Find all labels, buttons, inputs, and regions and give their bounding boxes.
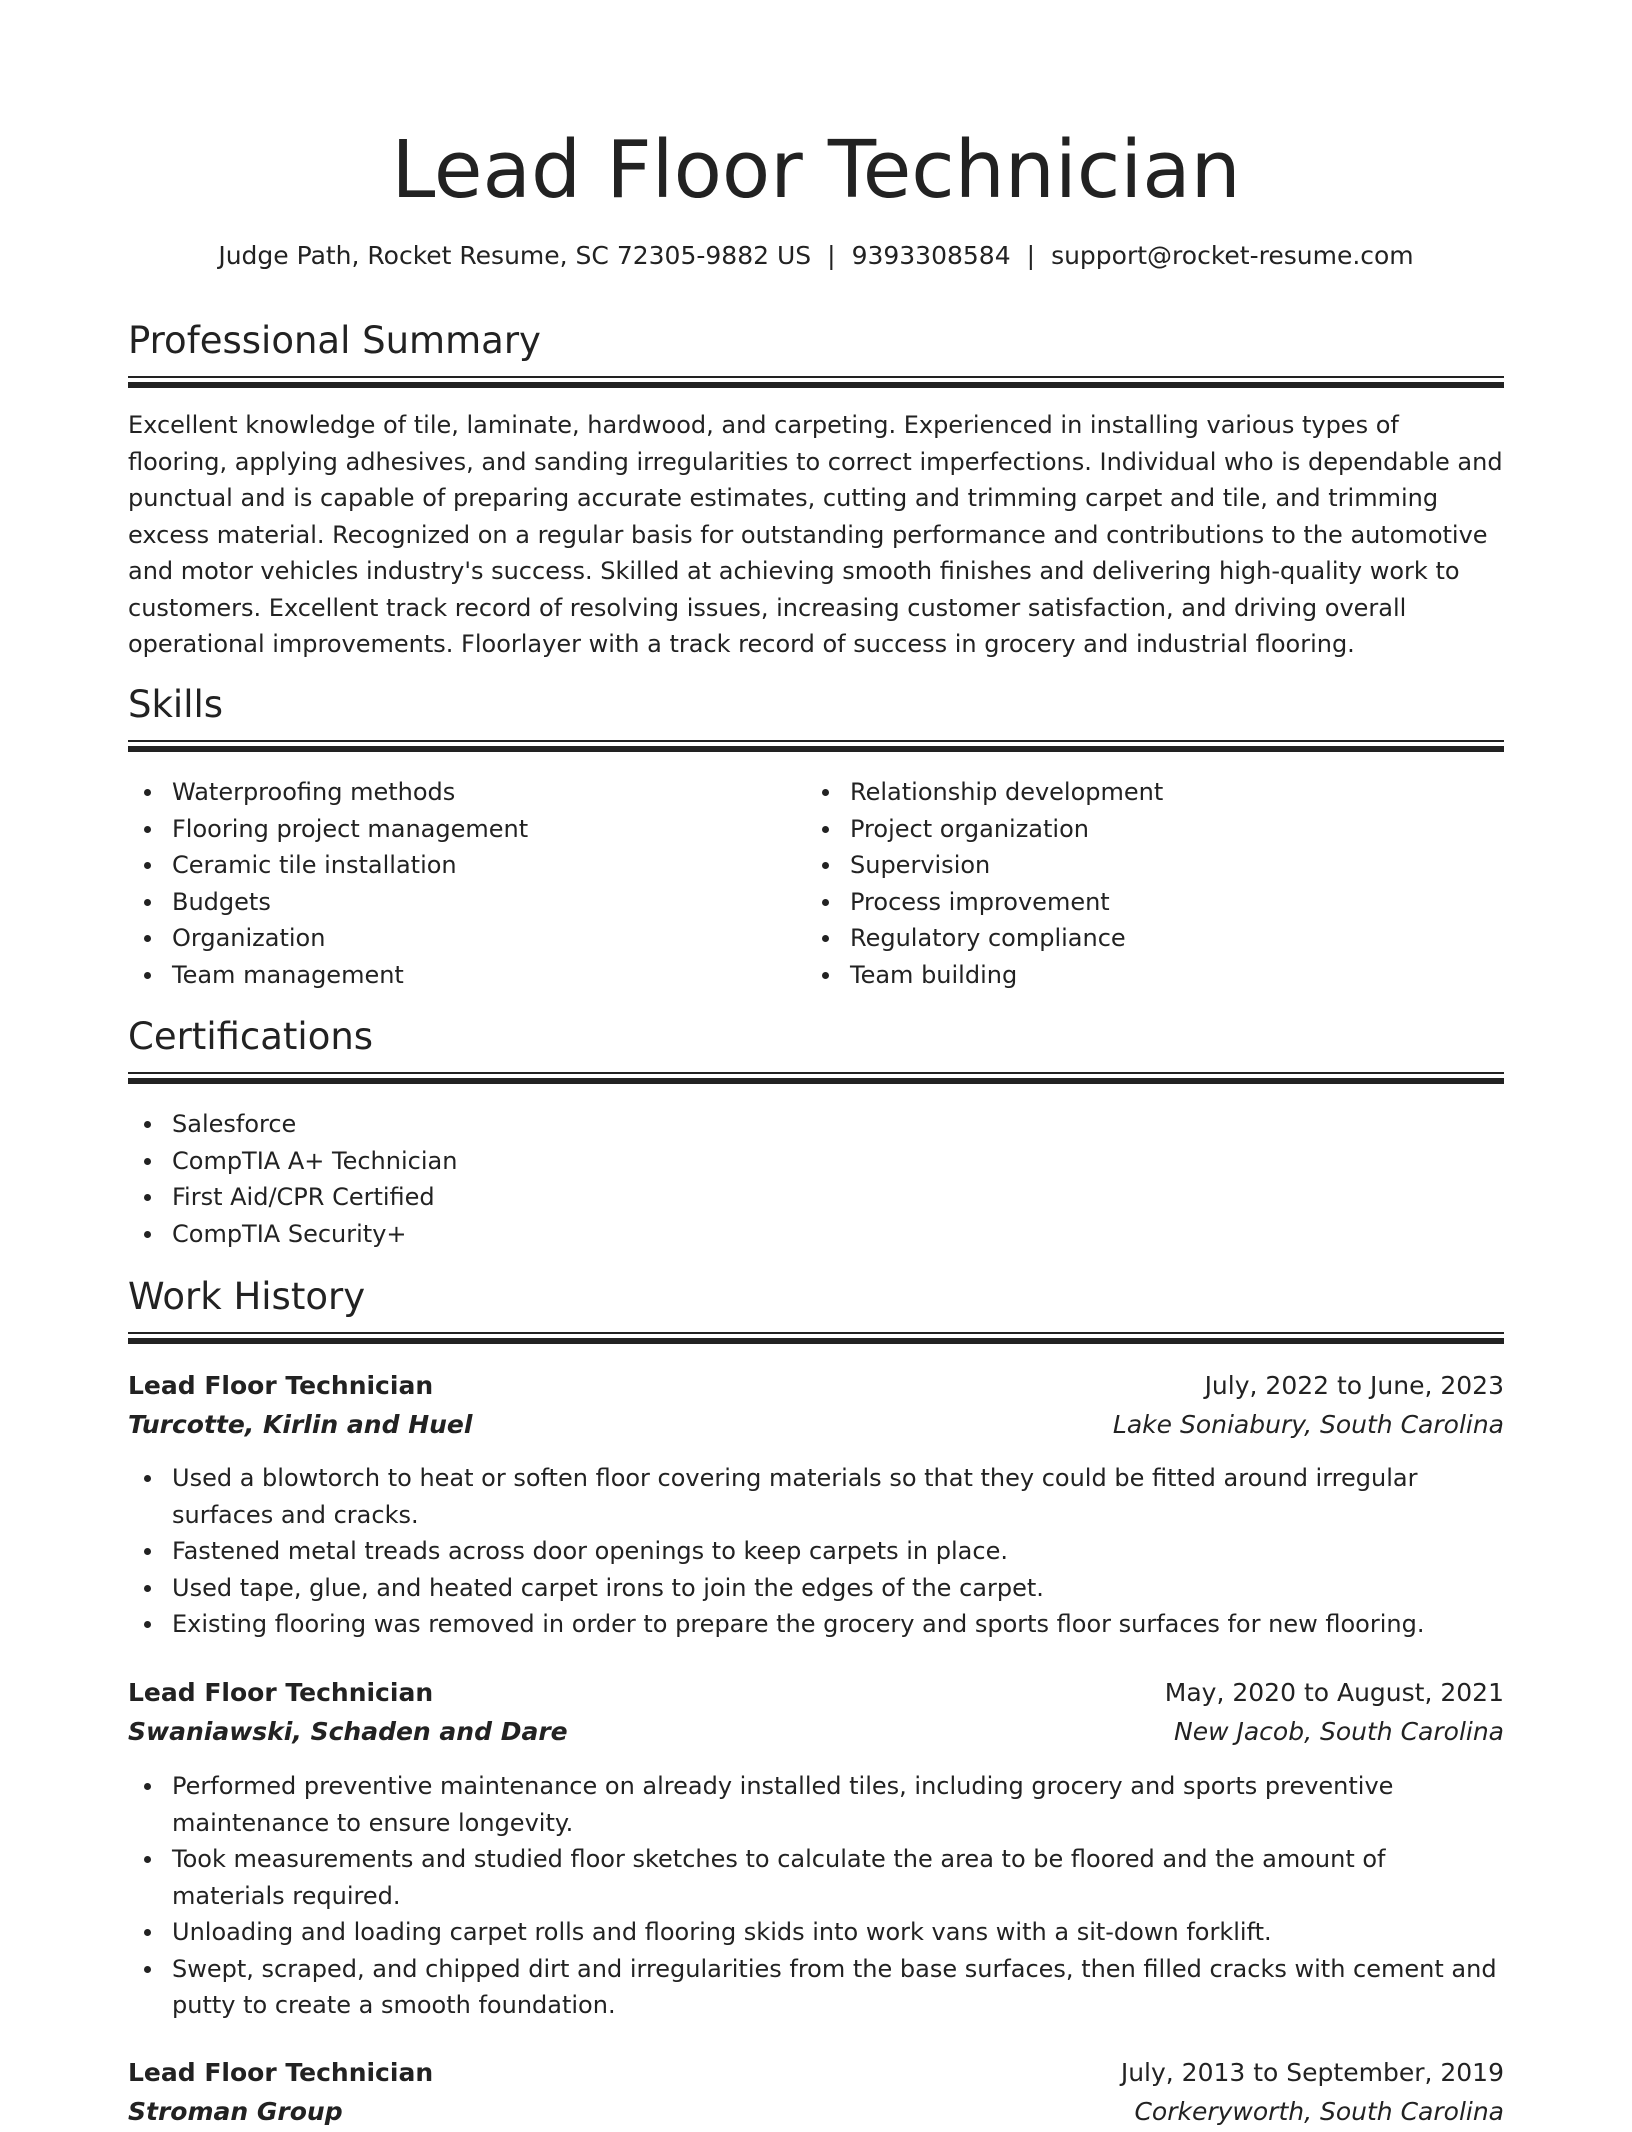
certification-item: CompTIA Security+ [128, 1216, 1504, 1253]
job-bullet: Used a blowtorch to heat or soften floor covering materials so that they could be fitted around irregular surfaces and cracks. [128, 1460, 1504, 1533]
section-rule [128, 746, 1504, 752]
section-rule [128, 740, 1504, 742]
certification-item: CompTIA A+ Technician [128, 1143, 1504, 1180]
job-bullet: Used tape, glue, and heated carpet irons to join the edges of the carpet. [128, 1570, 1504, 1607]
skill-item: Process improvement [806, 884, 1504, 921]
skills-list-left [128, 774, 788, 993]
job-bullet: Took measurements and studied floor sketches to calculate the area to be floored and the amount of materials required. [128, 1841, 1504, 1914]
section-rule [128, 382, 1504, 388]
job-location: Lake Soniabury, South Carolina [1112, 1410, 1504, 1439]
skill-item: Team building [806, 957, 1504, 994]
section-rule [128, 1078, 1504, 1084]
skill-item: Ceramic tile installation [128, 847, 788, 884]
job-bullet: Performed preventive maintenance on already installed tiles, including grocery and sports preventive maintenance to ensure longevity. [128, 1768, 1504, 1841]
job-employer: Swaniawski, Schaden and Dare [128, 1717, 568, 1746]
job-header [128, 1673, 1504, 1713]
job-title: Lead Floor Technician [128, 1371, 434, 1400]
certifications-heading: Certifications [128, 1015, 374, 1058]
summary-heading: Professional Summary [128, 319, 541, 362]
job-bullet: Existing flooring was removed in order to prepare the grocery and sports floor surfaces for new flooring. [128, 1606, 1504, 1643]
job-employer: Turcotte, Kirlin and Huel [128, 1410, 473, 1439]
contact-separator: | [827, 241, 836, 270]
skills-heading: Skills [128, 683, 224, 726]
job-bullet: Unloading and loading carpet rolls and flooring skids into work vans with a sit-down forklift. [128, 1914, 1504, 1951]
job-dates: July, 2022 to June, 2023 [1204, 1371, 1504, 1400]
job-title: Lead Floor Technician [128, 2058, 434, 2087]
certification-item: Salesforce [128, 1106, 1504, 1143]
contact-address: Judge Path, Rocket Resume, SC 72305-9882 US [218, 241, 812, 270]
work-history-heading: Work History [128, 1275, 366, 1318]
section-rule [128, 376, 1504, 378]
job-subheader [128, 1712, 1504, 1752]
job-header [128, 2053, 1504, 2093]
contact-email: support@rocket-resume.com [1051, 241, 1414, 270]
job-subheader [128, 1405, 1504, 1445]
certification-item: First Aid/CPR Certified [128, 1179, 1504, 1216]
job-bullet: Fastened metal treads across door openings to keep carpets in place. [128, 1533, 1504, 1570]
skill-item: Project organization [806, 811, 1504, 848]
job-title: Lead Floor Technician [128, 1678, 434, 1707]
summary-text: Excellent knowledge of tile, laminate, hardwood, and carpeting. Experienced in installing various types of flooring, applying adhesives, and sanding irregularities to correct imperfections. Individual who is dependable and punctual and is capable of preparing accurate estimates, cutting and trimming carpet and tile, and trimming excess material. Recognized on a regular basis for outstanding performance and contributions to the automotive and motor vehicles industry's success. Skilled at achieving smooth finishes and delivering high-quality work to customers. Excellent track record of resolving issues, increasing customer satisfaction, and driving overall operational improvements. Floorlayer with a track record of success in grocery and industrial flooring. [128, 411, 1503, 658]
section-rule [128, 1072, 1504, 1074]
skill-item: Supervision [806, 847, 1504, 884]
contact-separator: | [1026, 241, 1036, 270]
contact-line [128, 240, 1504, 272]
skills-list-right [806, 774, 1504, 993]
skill-item: Team management [128, 957, 788, 994]
skill-item: Budgets [128, 884, 788, 921]
job-header [128, 1366, 1504, 1406]
skill-item: Organization [128, 920, 788, 957]
skill-item: Relationship development [806, 774, 1504, 811]
section-rule [128, 1332, 1504, 1334]
section-rule [128, 1338, 1504, 1344]
job-bullets [128, 1768, 1504, 2024]
job-bullet: Swept, scraped, and chipped dirt and irregularities from the base surfaces, then filled cracks with cement and putty to create a smooth foundation. [128, 1951, 1504, 2024]
skill-item: Regulatory compliance [806, 920, 1504, 957]
job-bullets [128, 1460, 1504, 1643]
job-employer: Stroman Group [128, 2097, 343, 2126]
skill-item: Waterproofing methods [128, 774, 788, 811]
skill-item: Flooring project management [128, 811, 788, 848]
contact-phone: 9393308584 [851, 241, 1011, 270]
job-subheader [128, 2092, 1504, 2132]
certifications-list [128, 1106, 1504, 1252]
job-location: New Jacob, South Carolina [1174, 1717, 1504, 1746]
candidate-name: Lead Floor Technician [391, 124, 1241, 216]
job-dates: July, 2013 to September, 2019 [1120, 2058, 1504, 2087]
job-location: Corkerywort​h, South Carolina [1134, 2097, 1504, 2126]
job-dates: May, 2020 to August, 2021 [1164, 1678, 1504, 1707]
